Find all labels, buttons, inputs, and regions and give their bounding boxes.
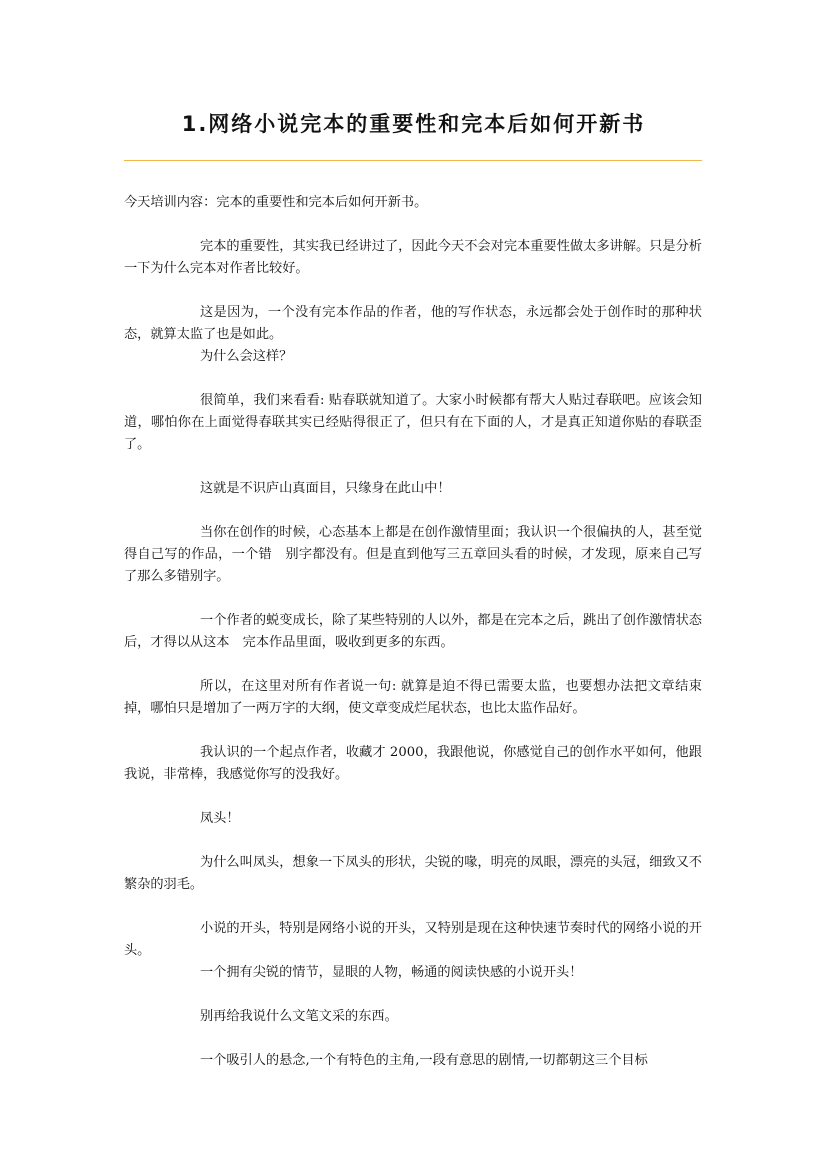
paragraph: 一个作者的蜕变成长，除了某些特别的人以外，都是在完本之后，跳出了创作激情状态后，才得以从这本 完本作品里面，吸收到更多的东西。 xyxy=(124,613,702,650)
paragraph: 这就是不识庐山真面目，只缘身在此山中！ xyxy=(200,481,451,496)
paragraph: 别再给我说什么文笔文采的东西。 xyxy=(200,1009,398,1024)
paragraph: 凤头！ xyxy=(200,811,240,826)
document-body xyxy=(124,192,702,1072)
paragraph: 一个拥有尖锐的情节，显眼的人物，畅通的阅读快感的小说开头！ xyxy=(200,965,583,980)
paragraph: 小说的开头，特别是网络小说的开头，又特别是现在这种快速节奏时代的网络小说的开头。 xyxy=(124,921,702,958)
paragraph: 完本的重要性，其实我已经讲过了，因此今天不会对完本重要性做太多讲解。只是分析一下为什么完本对作者比较好。 xyxy=(124,239,702,276)
paragraph: 很简单，我们来看看: 贴春联就知道了。大家小时候都有帮大人贴过春联吧。应该会知道，哪怕你在上面觉得春联其实已经贴得很正了，但只有在下面的人，才是真正知道你贴的春联歪了。 xyxy=(124,393,702,452)
paragraph: 当你在创作的时候，心态基本上都是在创作激情里面；我认识一个很偏执的人，甚至觉得自己写的作品，一个错 别字都没有。但是直到他写三五章回头看的时候，才发现，原来自己写了那么多错别字。 xyxy=(124,525,702,584)
paragraph: 我认识的一个起点作者，收藏才 2000，我跟他说，你感觉自己的创作水平如何，他跟我说，非常棒，我感觉你写的没我好。 xyxy=(124,745,702,782)
paragraph: 为什么会这样？ xyxy=(200,349,293,364)
paragraph: 所以，在这里对所有作者说一句: 就算是迫不得已需要太监，也要想办法把文章结束掉，哪怕只是增加了一两万字的大纲，使文章变成烂尾状态，也比太监作品好。 xyxy=(124,679,702,716)
paragraph: 一个吸引人的悬念,一个有特色的主角,一段有意思的剧情,一切都朝这三个目标 xyxy=(200,1053,648,1068)
paragraph: 这是因为，一个没有完本作品的作者，他的写作状态，永远都会处于创作时的那种状态，就算太监了也是如此。 xyxy=(124,305,702,342)
paragraph: 为什么叫凤头，想象一下凤头的形状，尖锐的喙，明亮的凤眼，漂亮的头冠，细致又不繁杂的羽毛。 xyxy=(124,855,702,892)
paragraph-intro: 今天培训内容：完本的重要性和完本后如何开新书。 xyxy=(124,195,428,210)
document-title: 1.网络小说完本的重要性和完本后如何开新书 xyxy=(181,112,646,136)
title-divider xyxy=(124,160,702,161)
